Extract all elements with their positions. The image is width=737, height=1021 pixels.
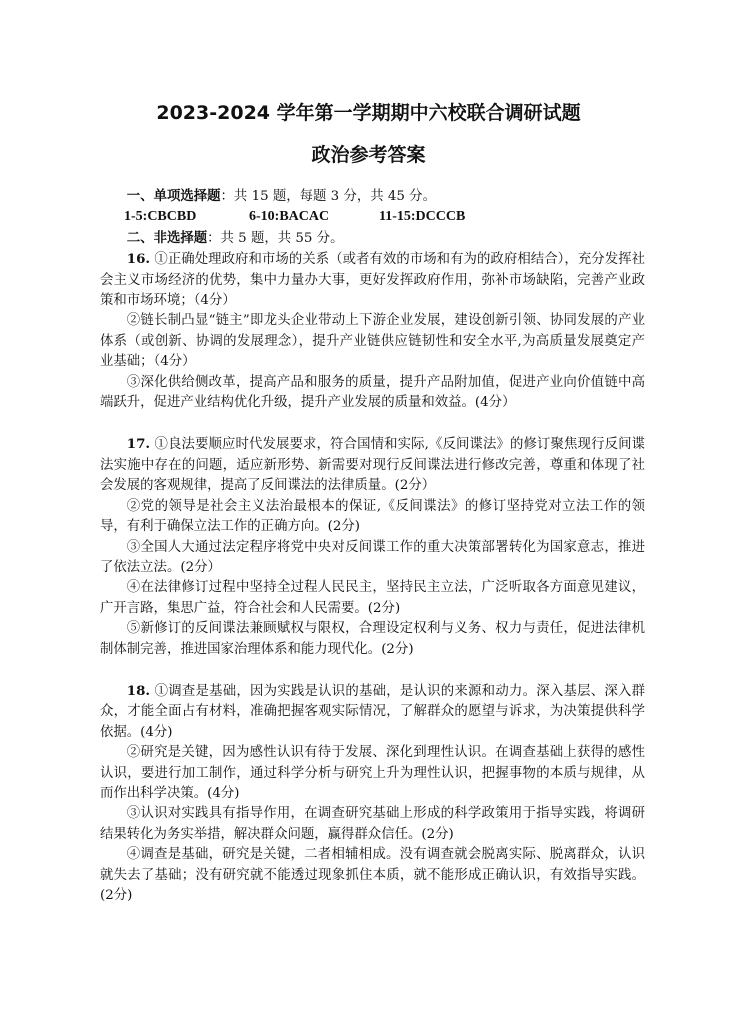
q16-item-1 bbox=[100, 249, 645, 311]
q17-item-2: ②党的领导是社会主义法治最根本的保证,《反间谍法》的修订坚持党对立法工作的领导，有利于确保立法工作的正确方向。(2分) bbox=[100, 498, 645, 535]
answer-body bbox=[100, 186, 645, 906]
section-1-detail: ：共 15 题，每题 3 分，共 45 分。 bbox=[220, 189, 436, 204]
q18-item-2: ②研究是关键，因为感性认识有待于发展、深化到理性认识。在调查基础上获得的感性认识，要进行加工制作，通过科学分析与研究上升为理性认识，把握事物的本质与规律，从而作出科学决策。(4分) bbox=[100, 745, 645, 801]
q18-item-1 bbox=[100, 681, 645, 743]
q17-number: 17. bbox=[126, 436, 151, 453]
q17-item-3: ③全国人大通过法定程序将党中央对反间谍工作的重大决策部署转化为国家意志，推进了依法立法。(2分） bbox=[100, 539, 645, 575]
q17-item-5: ⑤新修订的反间谍法兼顾赋权与限权，合理设定权利与义务、权力与责任，促进法律机制体制完善，推进国家治理体系和能力现代化。(2分) bbox=[100, 621, 645, 657]
multiple-choice-answers bbox=[100, 207, 645, 227]
q18-item-3: ③认识对实践具有指导作用，在调查研究基础上形成的科学政策用于指导实践，将调研结果转化为务实举措，解决群众问题，赢得群众信任。(2分) bbox=[100, 806, 645, 842]
q16-item-1-text: ①正确处理政府和市场的关系（或者有效的市场和有为的政府相结合），充分发挥社会主义市场经济的优势，集中力量办大事，更好发挥政府作用，弥补市场缺陷，完善产业政策和市场环境；（4分） bbox=[100, 252, 645, 309]
q16-item-2: ②链长制凸显“链主”即龙头企业带动上下游企业发展，建设创新引领、协同发展的产业体系（或创新、协调的发展理念），提升产业链供应链韧性和安全水平,为高质量发展奠定产业基础；（4分） bbox=[100, 313, 645, 370]
section-2-heading: 二、非选择题 bbox=[126, 229, 208, 246]
q18-item-1-text: ①调查是基础，因为实践是认识的基础，是认识的来源和动力。深入基层、深入群众，才能全面占有材料，准确把握客观实际情况，了解群众的愿望与诉求，为决策提供科学依据。(4分) bbox=[100, 683, 645, 740]
q17-item-4: ④在法律修订过程中坚持全过程人民民主，坚持民主立法，广泛听取各方面意见建议，广开言路，集思广益，符合社会和人民需要。(2分) bbox=[100, 580, 645, 616]
q16-number: 16. bbox=[126, 251, 151, 268]
q18-number: 18. bbox=[126, 682, 151, 699]
answers-6-10: 6-10:BACAC bbox=[249, 209, 330, 225]
section-2-detail: ：共 5 题，共 55 分。 bbox=[207, 230, 344, 246]
document-subtitle: 政治参考答案 bbox=[311, 144, 426, 166]
section-2-line bbox=[100, 228, 645, 249]
spacer bbox=[100, 660, 645, 681]
q17-item-1 bbox=[100, 434, 645, 496]
spacer bbox=[100, 413, 645, 434]
q17-item-1-text: ①良法要顺应时代发展要求，符合国情和实际,《反间谍法》的修订聚焦现行反间谍法实施中存在的问题，适应新形势、新需要对现行反间谍法进行修改完善，尊重和体现了社会发展的客观规律，提高了反间谍法的法律质量。(2分） bbox=[100, 437, 645, 494]
section-1-line bbox=[100, 186, 645, 207]
answers-11-15: 11-15:DCCCB bbox=[379, 209, 466, 225]
answers-1-5: 1-5:CBCBD bbox=[124, 209, 197, 225]
q16-item-3: ③深化供给侧改革，提高产品和服务的质量，提升产品附加值，促进产业向价值链中高端跃升，促进产业结构优化升级，提升产业发展的质量和效益。(4分） bbox=[100, 374, 645, 411]
q18-item-4: ④调查是基础，研究是关键，二者相辅相成。没有调查就会脱离实际、脱离群众，认识就失去了基础；没有研究就不能透过现象抓住本质，就不能形成正确认识，有效指导实践。(2分) bbox=[100, 847, 645, 903]
section-1-heading: 一、单项选择题 bbox=[126, 188, 221, 204]
document-title: 2023-2024 学年第一学期期中六校联合调研试题 bbox=[156, 102, 581, 124]
